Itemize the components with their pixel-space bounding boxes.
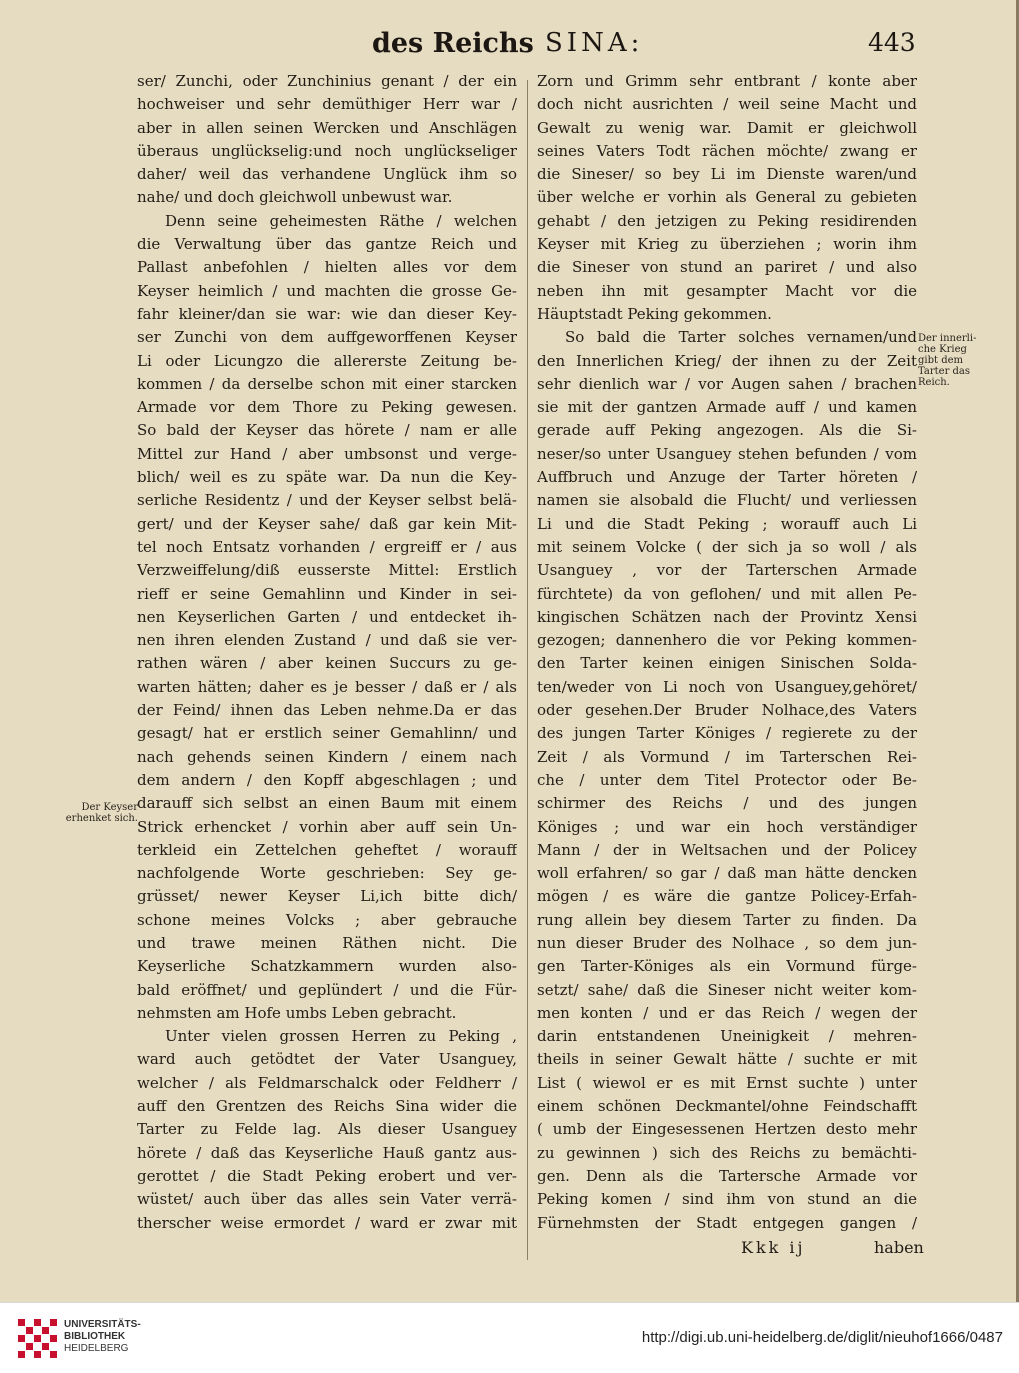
text-line: gesagt/ hat er erstlich seiner Gemahlinn/ und: [137, 724, 517, 743]
library-name[interactable]: [64, 1319, 141, 1355]
text-line: rathen wären / aber keinen Succurs zu ge-: [137, 654, 517, 673]
text-column-left: [137, 70, 517, 1235]
text-line: hörete / daß das Keyserliche Hauß gantz aus-: [137, 1143, 517, 1162]
text-line: nach gehends seinen Kindern / einem nach: [137, 747, 517, 766]
viewer-footer: [0, 1302, 1019, 1373]
logo-square: [18, 1351, 25, 1358]
running-head-left: des Reichs: [372, 28, 534, 59]
text-line: sehr dienlich war / vor Augen sahen / brachen: [537, 374, 917, 393]
text-line: Fürnehmsten der Stadt entgegen gangen /: [537, 1213, 917, 1232]
text-line: List ( wiewol er es mit Ernst suchte ) unter: [537, 1073, 917, 1092]
text-line: Armade vor dem Thore zu Peking gewesen.: [137, 398, 517, 417]
text-line: rung allein bey diesem Tarter zu finden. Da: [537, 910, 917, 929]
text-line: überaus unglückselig:und noch unglückseliger: [137, 141, 517, 160]
library-name-line1: UNIVERSITÄTS-: [64, 1319, 141, 1330]
text-line: theils in seiner Gewalt hätte / suchte er mit: [537, 1050, 917, 1069]
text-line: fürchtete) da von geflohen/ und mit allen Pe-: [537, 584, 917, 603]
text-line: namen sie alsobald die Flucht/ und verliessen: [537, 491, 917, 510]
text-line: Verzweiffelung/diß eusserste Mittel: Erstlich: [137, 561, 517, 580]
text-line: darauff sich selbst an einen Baum mit einem: [137, 794, 517, 813]
text-line: nehmsten am Hofe umbs Leben gebracht.: [137, 1003, 457, 1022]
margin-note-right: [918, 333, 1018, 388]
text-line: gerade auff Peking angezogen. Als die Si-: [537, 421, 917, 440]
logo-square: [26, 1343, 33, 1350]
text-line: wüstet/ auch über das alles sein Vater verrä-: [137, 1190, 517, 1209]
text-line: rieff er seine Gemahlinn und Kinder in sei-: [137, 584, 517, 603]
text-line: gen. Denn als die Tartersche Armade vor: [537, 1166, 917, 1185]
text-line: schirmer des Reichs / und des jungen: [537, 794, 917, 813]
permalink-url[interactable]: http://digi.ub.uni-heidelberg.de/diglit/nieuhof1666/0487: [641, 1329, 1003, 1346]
library-name-line2: BIBLIOTHEK: [64, 1331, 126, 1342]
text-line: So bald die Tarter solches vernamen/und: [565, 328, 917, 347]
text-line: Pallast anbefohlen / hielten alles vor dem: [137, 258, 517, 277]
text-line: Keyser heimlich / und machten die grosse Ge-: [137, 281, 517, 300]
catchword: haben: [874, 1238, 924, 1257]
text-line: aber in allen seinen Wercken und Anschlägen: [137, 118, 517, 137]
text-line: neser/so unter Usanguey stehen befunden / vom: [537, 444, 917, 463]
text-line: therscher weise ermordet / ward er zwar mit: [137, 1213, 517, 1232]
text-line: auff den Grentzen des Reichs Sina wider die: [137, 1097, 517, 1116]
text-line: fahr kleiner/dan sie war: wie dan dieser Key-: [137, 304, 517, 323]
logo-square: [26, 1327, 33, 1334]
text-line: die Verwaltung über das gantze Reich und: [137, 235, 517, 254]
text-line: Häuptstadt Peking gekommen.: [537, 304, 772, 323]
text-line: den Tarter keinen einigen Sinischen Solda-: [537, 654, 917, 673]
text-line: seines Vaters Todt rächen möchte/ zwang er: [537, 141, 917, 160]
text-line: gen Tarter-Königes als ein Vormund fürge-: [537, 957, 917, 976]
margin-note-line: Der Keyser: [81, 802, 138, 813]
text-line: gezogen; dannenhero die vor Peking kommen-: [537, 631, 917, 650]
text-line: Keyserliche Schatzkammern wurden also-: [137, 957, 517, 976]
text-line: die Sineser/ so bey Li im Dienste waren/und: [537, 165, 917, 184]
text-line: ( umb der Eingesessenen Hertzen desto mehr: [537, 1120, 917, 1139]
text-line: mit seinem Volcke ( der sich ja so woll / als: [537, 537, 917, 556]
text-line: kingischen Schätzen nach der Provintz Xensi: [537, 607, 917, 626]
text-line: Königes ; und war ein hoch verständiger: [537, 817, 917, 836]
text-line: setzt/ sahe/ daß die Sineser nicht weiter kom-: [537, 980, 917, 999]
text-line: che / unter dem Titel Protector oder Be-: [537, 770, 917, 789]
library-name-line3: HEIDELBERG: [64, 1343, 129, 1354]
text-line: ser/ Zunchi, oder Zunchinius genant / der ein: [137, 72, 517, 90]
text-line: gert/ und der Keyser sahe/ daß gar kein Mit-: [137, 514, 517, 533]
logo-square: [42, 1327, 49, 1334]
logo-square: [50, 1319, 57, 1326]
text-line: Denn seine geheimesten Räthe / welchen: [165, 211, 517, 230]
text-line: men konten / und er das Reich / wegen der: [537, 1003, 917, 1022]
text-line: serliche Residentz / und der Keyser selbst belä-: [137, 491, 517, 510]
logo-square: [50, 1335, 57, 1342]
text-line: nachfolgende Worte geschrieben: Sey ge-: [137, 864, 517, 883]
text-line: nen ihren elenden Zustand / und daß sie ver-: [137, 631, 517, 650]
text-line: kommen / da derselbe schon mit einer starcken: [137, 374, 517, 393]
text-line: mögen / es wäre die gantze Policey-Erfah-: [537, 887, 917, 906]
text-line: die Sineser von stund an pariret / und also: [537, 258, 917, 277]
text-line: Peking komen / sind ihm von stund an die: [537, 1190, 917, 1209]
text-line: Zeit / als Vormund / im Tarterschen Rei-: [537, 747, 917, 766]
library-logo-icon[interactable]: [16, 1317, 58, 1359]
text-line: hochweiser und sehr demüthiger Herr war /: [137, 95, 517, 114]
text-line: dem andern / den Kopff abgeschlagen ; und: [137, 770, 517, 789]
text-line: Keyser mit Krieg zu überziehen ; worin ihm: [537, 235, 917, 254]
text-line: ten/weder von Li noch von Usanguey,gehöret/: [537, 677, 917, 696]
text-line: Mittel zur Hand / aber umbsonst und verge-: [137, 444, 517, 463]
text-line: Usanguey , vor der Tarterschen Armade: [537, 561, 917, 580]
text-line: nahe/ und doch gleichwoll unbewust war.: [137, 188, 453, 207]
text-line: nen Keyserlichen Garten / und entdecket ih-: [137, 607, 517, 626]
margin-note-line: Der innerli-: [918, 333, 977, 344]
text-line: über welche er vorhin als General zu gebieten: [537, 188, 917, 207]
page-number: 443: [868, 28, 916, 57]
text-line: Tarter zu Felde lag. Als dieser Usanguey: [137, 1120, 517, 1139]
text-line: gerottet / die Stadt Peking erobert und ver-: [137, 1166, 517, 1185]
logo-square: [34, 1319, 41, 1326]
margin-note-left: [56, 802, 138, 824]
text-line: tel noch Entsatz vorhanden / ergreiff er / aus: [137, 537, 517, 556]
logo-square: [34, 1335, 41, 1342]
logo-square: [34, 1351, 41, 1358]
text-line: sie mit der gantzen Armade auff / und kamen: [537, 398, 917, 417]
text-line: Zorn und Grimm sehr entbrant / konte aber: [537, 72, 917, 90]
text-line: und trawe meinen Räthen nicht. Die: [137, 933, 517, 952]
logo-square: [18, 1335, 25, 1342]
text-line: ser Zunchi von dem auffgeworffenen Keyser: [137, 328, 517, 347]
text-line: Mann / der in Weltsachen und der Policey: [537, 840, 917, 859]
logo-square: [18, 1319, 25, 1326]
text-line: Auffbruch und Anzuge der Tarter höreten /: [537, 468, 917, 487]
running-head-center: SINA:: [545, 28, 644, 58]
text-line: doch nicht ausrichten / weil seine Macht und: [537, 95, 917, 114]
text-line: der Feind/ ihnen das Leben nehme.Da er das: [137, 701, 517, 720]
text-line: Li oder Licungzo die allererste Zeitung be-: [137, 351, 517, 370]
text-line: nun dieser Bruder des Nolhace , so dem jun-: [537, 933, 917, 952]
margin-note-line: erhenket sich.: [65, 813, 138, 824]
text-line: des jungen Tarter Königes / regierete zu der: [537, 724, 917, 743]
text-line: daher/ weil das verhandene Unglück ihm so: [137, 165, 517, 184]
column-divider: [527, 80, 528, 1260]
text-line: oder gesehen.Der Bruder Nolhace,des Vaters: [537, 701, 917, 720]
logo-square: [42, 1343, 49, 1350]
text-line: ward auch getödtet der Vater Usanguey,: [137, 1050, 517, 1069]
text-line: grüsset/ newer Keyser Li,ich bitte dich/: [137, 887, 517, 906]
text-line: warten hätten; daher es je besser / daß er / als: [137, 677, 517, 696]
margin-note-line: Reich.: [918, 377, 950, 388]
text-line: bald eröffnet/ und geplündert / und die Für-: [137, 980, 517, 999]
text-line: gehabt / den jetzigen zu Peking residirenden: [537, 211, 917, 230]
text-line: neben ihn mit gesampter Macht vor die: [537, 281, 917, 300]
text-line: Unter vielen grossen Herren zu Peking ,: [165, 1027, 517, 1046]
text-line: woll erfahren/ so gar / daß man hätte dencken: [537, 864, 917, 883]
signature-mark: Kkk ij: [741, 1238, 806, 1257]
text-line: Strick erhencket / vorhin aber auff sein Un-: [137, 817, 517, 836]
text-line: einem schönen Deckmantel/ohne Feindschafft: [537, 1097, 917, 1116]
text-line: welcher / als Feldmarschalck oder Feldherr /: [137, 1073, 517, 1092]
margin-note-line: che Krieg: [918, 344, 967, 355]
text-line: Li und die Stadt Peking ; worauff auch Li: [537, 514, 917, 533]
text-line: So bald der Keyser das hörete / nam er alle: [137, 421, 517, 440]
text-line: Gewalt zu wenig war. Damit er gleichwoll: [537, 118, 917, 137]
logo-square: [50, 1351, 57, 1358]
text-column-right: [537, 70, 917, 1235]
margin-note-line: Tarter das: [918, 366, 971, 377]
text-line: blich/ weil es zu späte war. Da nun die Key-: [137, 468, 517, 487]
text-line: schone meines Volcks ; aber gebrauche: [137, 910, 517, 929]
text-line: darin entstandenen Uneinigkeit / mehren-: [537, 1027, 917, 1046]
text-line: den Innerlichen Krieg/ der ihnen zu der Zeit: [537, 351, 917, 370]
margin-note-line: gibt dem: [918, 355, 963, 366]
text-line: zu gewinnen ) sich des Reichs zu bemächti-: [537, 1143, 917, 1162]
text-line: terkleid ein Zettelchen geheftet / worauff: [137, 840, 517, 859]
